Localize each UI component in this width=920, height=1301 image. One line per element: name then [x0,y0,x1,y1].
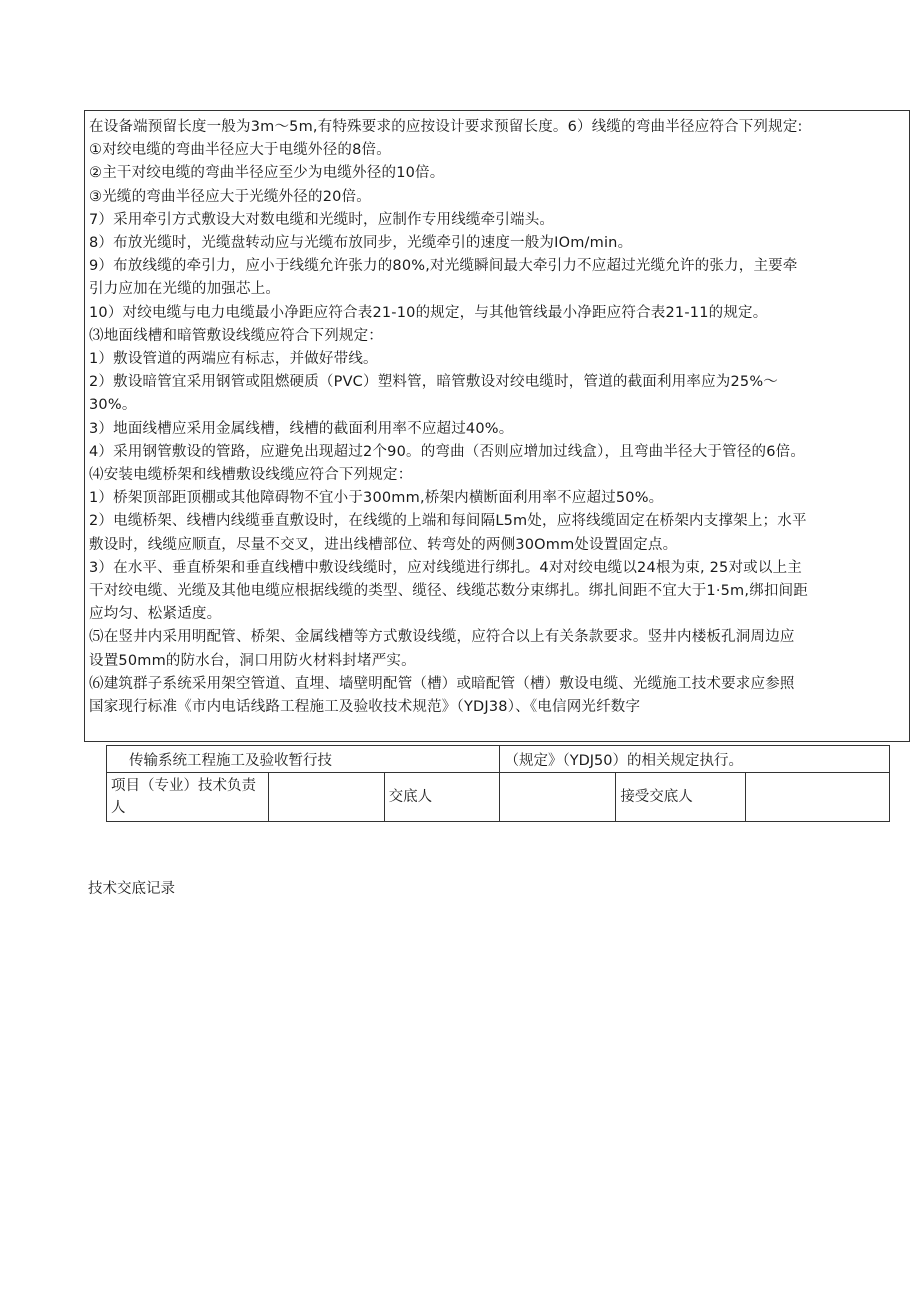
content-line: ⑹建筑群子系统采用架空管道、直埋、墙壁明配管（槽）或暗配管（槽）敷设电缆、光缆施工技术要求应参照 [89,675,795,692]
receiver-value[interactable] [746,773,890,822]
content-line: 8）布放光缆时，光缆盘转动应与光缆布放同步，光缆牵引的速度一般为IOm/min。 [89,235,633,252]
content-line: 30%。 [89,397,137,414]
content-line: 国家现行标准《市内电话线路工程施工及验收技术规范》（YDJ38）、《电信网光纤数字 [89,699,641,716]
content-line: 9）布放线缆的牵引力，应小于线缆允许张力的80%,对光缆瞬间最大牵引力不应超过光缆允许的张力，主要牵 [89,258,798,275]
content-line: 3）地面线槽应采用金属线槽，线槽的截面利用率不应超过40%。 [89,420,514,437]
continuation-left-cell [107,746,500,773]
content-line: ⑷安装电缆桥架和线槽敷设线缆应符合下列规定： [89,467,413,484]
content-line: 1）敷设管道的两端应有标志，并做好带线。 [89,351,378,368]
discloser-label: 交底人 [384,773,500,822]
disclosure-content-box [84,110,910,742]
continuation-row [107,746,890,773]
content-line: 敷设时，线缆应顺直，尽量不交叉，进出线槽部位、转弯处的两侧30Omm处设置固定点。 [89,536,678,553]
continuation-left-text: 传输系统工程施工及验收暂行技 [129,752,332,769]
content-line: 10）对绞电缆与电力电缆最小净距应符合表21-10的规定，与其他管线最小净距应符合表21-11的规定。 [89,304,768,321]
content-line: 在设备端预留长度一般为3m～5m,有特殊要求的应按设计要求预留长度。6）线缆的弯曲半径应符合下列规定: [89,119,803,135]
content-line: 干对绞电缆、光缆及其他电缆应根据线缆的类型、缆径、线缆芯数分束绑扎。绑扎间距不宜大于1·5m,绑扣间距 [89,583,808,600]
content-line: ①对绞电缆的弯曲半径应大于电缆外径的8倍。 [89,142,391,159]
content-line: 应均匀、松紧适度。 [89,606,222,623]
continuation-right-text: （规定》（YDJ50）的相关规定执行。 [504,752,743,769]
content-line: ⑶地面线槽和暗管敷设线缆应符合下列规定： [89,327,383,344]
content-line: 引力应加在光缆的加强芯上。 [89,281,281,298]
content-line: ③光缆的弯曲半径应大于光缆外径的20倍。 [89,188,371,205]
discloser-value[interactable] [500,773,616,822]
content-line: 2）敷设暗管宜采用钢管或阻燃硬质（PVC）塑料管，暗管敷设对绞电缆时，管道的截面利用率应为25%～ [89,374,779,391]
signature-row [107,773,890,822]
signature-table [106,745,890,822]
content-line: 7）采用牵引方式敷设大对数电缆和光缆时，应制作专用线缆牵引端头。 [89,211,555,228]
receiver-label: 接受交底人 [616,773,746,822]
project-lead-value[interactable] [268,773,384,822]
content-line: ②主干对绞电缆的弯曲半径应至少为电缆外径的10倍。 [89,165,445,182]
content-line: 1）桥架顶部距顶棚或其他障碍物不宜小于300mm,桥架内横断面利用率不应超过50%。 [89,490,664,507]
record-title: 技术交底记录 [88,881,175,897]
content-line: ⑸在竖井内采用明配管、桥架、金属线槽等方式敷设线缆，应符合以上有关条款要求。竖井内楼板孔洞周边应 [89,629,795,646]
content-line: 设置50mm的防水台，洞口用防火材料封堵严实。 [89,652,416,669]
content-line: 2）电缆桥架、线槽内线缆垂直敷设时，在线缆的上端和每间隔L5m处，应将线缆固定在桥架内支撑架上；水平 [89,513,807,530]
continuation-right-cell [500,746,890,773]
content-line: 4）采用钢管敷设的管路，应避免出现超过2个90。的弯曲（否则应增加过线盒），且弯曲半径大于管径的6倍。 [89,443,806,460]
content-line: 3）在水平、垂直桥架和垂直线槽中敷设线缆时，应对线缆进行绑扎。4对对绞电缆以24根为束, 25对或以上主 [89,559,802,576]
project-lead-label: 项目（专业）技术负责人 [107,773,269,822]
